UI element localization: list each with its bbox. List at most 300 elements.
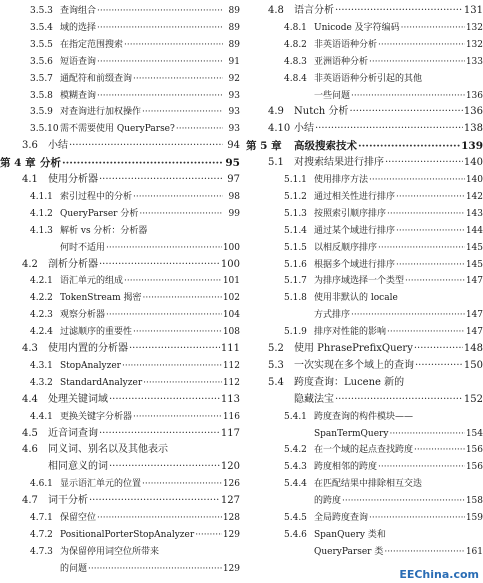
toc-entry-number: 5.4.3 (284, 462, 307, 473)
toc-entry-title: 以相反顺序排序 (314, 242, 378, 253)
toc-entry (246, 375, 483, 391)
toc-entry-page: 100 (220, 258, 240, 270)
toc-entry-number: 4.5 (22, 427, 38, 439)
toc-entry (246, 510, 483, 526)
toc-entry (246, 493, 483, 509)
dot-leader (122, 358, 222, 374)
toc-entry (246, 409, 483, 425)
dot-leader (88, 561, 222, 577)
dot-leader (335, 3, 463, 19)
toc-entry-number: 4.2.2 (30, 293, 53, 304)
toc-entry-page: 113 (220, 393, 240, 405)
dot-leader (176, 121, 223, 137)
toc-entry-title: 索引过程中的分析 (60, 191, 133, 202)
toc-entry-page: 117 (220, 427, 240, 439)
toc-entry (0, 510, 240, 526)
toc-entry-number: 4.4.1 (30, 411, 53, 422)
toc-entry-number: 5.3 (268, 359, 284, 371)
toc-entry (246, 307, 483, 323)
toc-entry-page: 132 (465, 39, 483, 50)
dot-leader (414, 442, 465, 458)
toc-entry-page: 159 (465, 513, 483, 523)
toc-entry-number: 第 5 章 (246, 140, 282, 153)
dot-leader (351, 88, 465, 104)
toc-entry-title: 相同意义的词 (48, 461, 108, 473)
toc-entry-number: 3.5.4 (30, 22, 53, 33)
toc-entry (0, 223, 240, 239)
toc-entry (246, 223, 483, 239)
toc-entry-number: 4.8 (268, 5, 284, 16)
toc-entry-title: 对查询进行加权操作 (60, 107, 142, 118)
toc-entry-number: 4.8.4 (284, 73, 307, 84)
toc-entry (0, 121, 240, 137)
toc-entry-title: 隐藏法宝 (294, 393, 334, 405)
toc-entry-title: TokenStream 揭密 (60, 293, 142, 304)
dot-leader (106, 240, 222, 256)
dot-leader (315, 121, 463, 137)
toc-entry-title: 亚洲语种分析 (314, 56, 369, 67)
toc-entry-number: 4.7 (22, 495, 38, 507)
dot-leader (387, 324, 465, 340)
toc-entry-page: 93 (228, 90, 240, 101)
toc-entry-page: 133 (465, 56, 483, 67)
toc-entry-number: 3.6 (22, 140, 38, 152)
toc-entry-page: 102 (222, 293, 240, 304)
toc-entry-number: 3.5.3 (30, 6, 53, 16)
toc-entry-title: 的跨度 (314, 496, 342, 507)
toc-entry-number: 第 4 章 (0, 157, 36, 170)
toc-entry-number: 5.1.2 (284, 191, 307, 202)
toc-entry (0, 426, 240, 442)
toc-entry (0, 392, 240, 408)
dot-leader (369, 510, 465, 526)
toc-entry-page: 100 (222, 242, 240, 253)
toc-entry-title: 分析 (40, 157, 61, 170)
toc-entry-number: 4.1 (22, 174, 38, 185)
toc-entry (246, 20, 483, 36)
dot-leader (97, 3, 223, 19)
toc-entry-title: 使用非默认的 locale (314, 293, 398, 304)
toc-entry-page: 145 (465, 242, 483, 253)
toc-entry-title: 非英语语种分析引起的其他 (314, 73, 423, 84)
toc-entry-page: 154 (465, 428, 483, 439)
toc-entry-number: 4.7.1 (30, 513, 53, 523)
toc-entry-number: 3.5.9 (30, 107, 53, 118)
toc-entry-number: 5.4.4 (284, 479, 307, 490)
toc-entry-title: 查询组合 (60, 6, 97, 16)
toc-entry-page: 93 (228, 107, 240, 118)
toc-entry-title: 保留空位 (60, 513, 97, 523)
dot-leader (369, 54, 465, 70)
dot-leader (415, 358, 463, 374)
dot-leader (335, 392, 463, 408)
toc-entry-page: 152 (463, 393, 483, 405)
toc-entry (246, 172, 483, 188)
toc-entry-title: 近音词查询 (48, 427, 98, 439)
toc-entry-title: 按照索引顺序排序 (314, 208, 387, 219)
toc-entry-title: 为保留停用词空位所带来 (60, 546, 160, 557)
toc-entry-number: 3.5.6 (30, 56, 53, 67)
dot-leader (69, 138, 223, 154)
toc-entry-title: 处理关键词域 (48, 393, 108, 405)
toc-entry (0, 561, 240, 577)
toc-entry (246, 121, 483, 137)
toc-entry-title: 跨度查询的构件模块—— (314, 411, 414, 422)
toc-entry-page: 94 (227, 140, 240, 152)
toc-entry-title: SpanQuery 类和 (314, 529, 386, 540)
toc-entry-title: 剖析分析器 (48, 258, 98, 270)
toc-entry (246, 206, 483, 222)
toc-entry-page: 126 (222, 479, 240, 490)
toc-entry-page: 148 (463, 343, 483, 354)
toc-entry (246, 37, 483, 53)
toc-entry-title: 高级搜索技术 (294, 140, 357, 153)
toc-entry-number: 5.4.6 (284, 529, 307, 540)
toc-entry (246, 104, 483, 120)
toc-entry (246, 257, 483, 273)
toc-entry (0, 307, 240, 323)
dot-leader (99, 257, 220, 273)
toc-entry-number: 5.4.1 (284, 411, 307, 422)
toc-entry (0, 358, 240, 374)
toc-entry-title: Unicode 及字符编码 (314, 22, 400, 33)
toc-entry-title: 使用分析器 (48, 174, 98, 185)
toc-entry-number: 3.5.5 (30, 39, 53, 50)
toc-entry-title: 模糊查询 (60, 90, 97, 101)
toc-entry-page: 97 (227, 174, 240, 185)
toc-entry (0, 3, 240, 19)
dot-leader (414, 341, 463, 357)
dot-leader (142, 290, 221, 306)
toc-entry-title: 域的选择 (60, 22, 97, 33)
dot-leader (358, 138, 460, 154)
toc-entry-number: 4.4 (22, 393, 38, 405)
toc-entry (0, 172, 240, 188)
dot-leader (351, 307, 465, 323)
toc-entry-number: 4.8.3 (284, 56, 307, 67)
toc-entry (246, 426, 483, 442)
toc-entry (246, 240, 483, 256)
dot-leader (109, 392, 220, 408)
toc-entry (0, 459, 240, 475)
toc-entry-title: 一些问题 (314, 90, 351, 101)
toc-entry (0, 476, 240, 492)
toc-entry-title: 显示语汇单元的位置 (60, 479, 142, 490)
toc-entry-page: 111 (220, 343, 240, 354)
dot-leader (342, 493, 465, 509)
toc-entry-title: 一次实现在多个域上的查询 (294, 359, 414, 371)
toc-entry-title: 排序对性能的影响 (314, 327, 387, 338)
toc-entry (0, 324, 240, 340)
toc-entry-number: 4.10 (268, 123, 291, 135)
toc-entry (0, 71, 240, 87)
dot-leader (401, 20, 465, 36)
toc-entry-number: 4.2.1 (30, 276, 53, 287)
toc-entry-number: 4.3 (22, 343, 38, 354)
toc-entry-page: 112 (222, 360, 240, 371)
toc-entry-title: 观察分析器 (60, 310, 106, 321)
toc-entry-page: 98 (228, 191, 240, 202)
toc-entry-page: 161 (465, 546, 483, 557)
toc-entry-page: 127 (220, 495, 240, 507)
dot-leader (133, 71, 223, 87)
toc-entry (246, 273, 483, 289)
toc-entry-number: 5.2 (268, 343, 284, 354)
toc-entry (0, 88, 240, 104)
toc-entry-number: 5.1.4 (284, 225, 307, 236)
toc-entry (0, 527, 240, 543)
toc-entry-title: 需不需要使用 QueryParse? (60, 124, 175, 135)
toc-entry-number: 4.1.1 (30, 191, 53, 202)
toc-entry-number: 5.1.8 (284, 293, 307, 304)
toc-entry (246, 54, 483, 70)
toc-entry-title: 全局跨度查询 (314, 513, 369, 523)
toc-entry (0, 544, 240, 560)
toc-entry-number: 5.4.5 (284, 513, 307, 523)
dot-leader (97, 88, 223, 104)
toc-entry-number: 4.1.2 (30, 208, 53, 219)
toc-entry (246, 358, 483, 374)
toc-entry-page: 129 (222, 563, 240, 574)
toc-entry-title: 使用内置的分析器 (48, 343, 128, 354)
dot-leader (369, 172, 465, 188)
dot-leader (396, 189, 465, 205)
toc-entry (246, 71, 483, 87)
dot-leader (99, 172, 223, 188)
toc-entry-number: 4.8.1 (284, 22, 307, 33)
toc-entry-page: 89 (228, 6, 240, 16)
toc-entry-page: 89 (228, 22, 240, 33)
toc-entry-page: 147 (465, 310, 483, 321)
toc-entry (0, 20, 240, 36)
toc-entry-title: 方式排序 (314, 310, 351, 321)
dot-leader (142, 104, 223, 120)
toc-entry-number: 4.6.1 (30, 479, 53, 490)
dot-leader (133, 409, 222, 425)
toc-entry (246, 442, 483, 458)
dot-leader (389, 426, 464, 442)
toc-entry-number: 3.5.10 (30, 124, 59, 135)
toc-entry-title: 根据多个域进行排序 (314, 259, 396, 270)
dot-leader (133, 189, 223, 205)
dot-leader (97, 54, 223, 70)
toc-entry (246, 324, 483, 340)
toc-entry-title: SpanTermQuery (314, 428, 389, 439)
toc-entry (246, 88, 483, 104)
toc-entry (246, 459, 483, 475)
toc-entry (0, 375, 240, 391)
toc-entry-number: 5.1 (268, 157, 284, 169)
toc-entry-page: 145 (465, 259, 483, 270)
dot-leader (142, 476, 222, 492)
toc-entry (0, 341, 240, 357)
toc-entry-page: 95 (225, 157, 240, 170)
toc-entry (0, 442, 240, 458)
toc-entry (0, 54, 240, 70)
toc-entry-page: 138 (463, 123, 483, 135)
toc-entry-title: StandardAnalyzer (60, 377, 143, 388)
toc-entry (246, 341, 483, 357)
toc-entry (0, 104, 240, 120)
toc-entry-title: Nutch 分析 (294, 106, 349, 118)
toc-entry-page: 140 (465, 175, 483, 185)
toc-entry-number: 4.2 (22, 258, 38, 270)
toc-entry-page: 89 (228, 39, 240, 50)
toc-entry-title: 语言分析 (294, 5, 334, 16)
dot-leader (129, 341, 220, 357)
toc-entry (0, 155, 240, 171)
dot-leader (143, 375, 222, 391)
toc-entry (246, 476, 483, 492)
toc-entry-title: 跨度查询：Lucene 新的 (294, 376, 405, 388)
toc-entry-number: 5.1.6 (284, 259, 307, 270)
toc-entry-page: 93 (228, 124, 240, 135)
toc-entry-title: 通过相关性进行排序 (314, 191, 396, 202)
toc-entry-page: 136 (465, 90, 483, 101)
toc-entry-page: 132 (465, 22, 483, 33)
toc-entry (246, 138, 483, 154)
toc-entry-number: 4.6 (22, 444, 38, 456)
toc-entry (0, 273, 240, 289)
toc-entry-page: 147 (465, 327, 483, 338)
toc-entry-number: 4.9 (268, 106, 284, 118)
dot-leader (387, 206, 465, 222)
toc-entry (0, 189, 240, 205)
dot-leader (99, 426, 220, 442)
toc-entry-title: QueryParser 类 (314, 546, 384, 557)
toc-entry-number: 5.1.3 (284, 208, 307, 219)
toc-entry-page: 139 (461, 140, 483, 153)
toc-entry-number: 4.3.2 (30, 377, 53, 388)
toc-entry-page: 156 (465, 445, 483, 456)
toc-entry-page: 144 (465, 225, 483, 236)
toc-entry-number: 5.4.2 (284, 445, 307, 456)
toc-entry-page: 143 (465, 208, 483, 219)
toc-entry-number: 5.1.5 (284, 242, 307, 253)
toc-entry-title: 短语查询 (60, 56, 97, 67)
dot-leader (385, 155, 463, 171)
toc-entry (0, 37, 240, 53)
toc-entry-title: 非英语语种分析 (314, 39, 378, 50)
toc-entry-title: 的问题 (60, 563, 88, 574)
toc-entry-number: 4.1.3 (30, 225, 53, 236)
toc-entry-title: 通过某个域进行排序 (314, 225, 396, 236)
toc-entry-page: 129 (222, 529, 240, 540)
toc-entry-title: 过滤顺序的重要性 (60, 327, 133, 338)
dot-leader (378, 459, 465, 475)
dot-leader (124, 37, 223, 53)
toc-entry-title: 通配符和前缀查询 (60, 73, 133, 84)
toc-entry-title: 为排序域选择一个类型 (314, 276, 405, 287)
toc-entry-title: QueryParser 分析 (60, 208, 139, 219)
toc-entry-title: 在指定范围搜索 (60, 39, 124, 50)
dot-leader (405, 273, 465, 289)
toc-entry-number: 5.1.9 (284, 327, 307, 338)
toc-entry (0, 290, 240, 306)
toc-entry-title: 使用 PhrasePrefixQuery (294, 343, 413, 354)
toc-entry-title: StopAnalyzer (60, 360, 121, 371)
toc-entry (246, 527, 483, 543)
toc-entry-page: 156 (465, 462, 483, 473)
toc-entry-title: 小结 (48, 140, 68, 152)
toc-entry-page: 158 (465, 496, 483, 507)
watermark: EEChina.com (399, 568, 479, 581)
toc-entry-page: 136 (463, 106, 483, 118)
toc-entry-page: 112 (222, 377, 240, 388)
toc-entry-page: 92 (228, 73, 240, 84)
toc-entry (0, 257, 240, 273)
toc-entry-page: 150 (463, 359, 483, 371)
toc-entry-page: 104 (222, 310, 240, 321)
toc-entry-title: 对搜索结果进行排序 (294, 157, 384, 169)
dot-leader (384, 544, 464, 560)
toc-entry-page: 116 (222, 411, 240, 422)
dot-leader (62, 155, 223, 171)
toc-entry-page: 131 (463, 5, 483, 16)
dot-leader (378, 240, 465, 256)
dot-leader (396, 223, 465, 239)
toc-entry (246, 3, 483, 19)
toc-entry-number: 4.2.3 (30, 310, 53, 321)
toc-entry-page: 120 (220, 461, 240, 473)
toc-entry-page: 140 (463, 157, 483, 169)
toc-entry-number: 4.8.2 (284, 39, 307, 50)
toc-entry-title: 小结 (294, 123, 314, 135)
dot-leader (133, 324, 222, 340)
toc-entry-number: 4.7.2 (30, 529, 53, 540)
toc-entry-title: 同义词、别名以及其他表示 (48, 444, 168, 456)
toc-entry (246, 544, 483, 560)
dot-leader (97, 20, 223, 36)
toc-entry-title: 在匹配结果中排除相互交迭 (314, 479, 423, 490)
toc-entry-page: 128 (222, 513, 240, 523)
dot-leader (97, 510, 222, 526)
toc-entry-title: 何时不适用 (60, 242, 106, 253)
toc-entry-title: 更换关键字分析器 (60, 411, 133, 422)
dot-leader (195, 527, 222, 543)
toc-entry-number: 4.7.3 (30, 546, 53, 557)
toc-entry-title: PositionalPorterStopAnalyzer (60, 529, 195, 540)
toc-entry-page: 142 (465, 191, 483, 202)
toc-entry-title: 在一个域的起点查找跨度 (314, 445, 414, 456)
toc-entry-title: 使用排序方法 (314, 175, 369, 185)
toc-entry (0, 493, 240, 509)
toc-entry-title: 语汇单元的组成 (60, 276, 124, 287)
toc-entry-page: 91 (228, 56, 240, 67)
toc-entry-page: 101 (222, 276, 240, 287)
toc-entry-number: 4.2.4 (30, 327, 53, 338)
toc-entry (246, 189, 483, 205)
toc-entry (246, 290, 483, 306)
toc-entry-page: 147 (465, 276, 483, 287)
dot-leader (124, 273, 222, 289)
toc-entry (0, 138, 240, 154)
toc-entry-page: 108 (222, 327, 240, 338)
toc-entry-title: 词干分析 (48, 495, 88, 507)
toc-entry (0, 240, 240, 256)
toc-entry (246, 155, 483, 171)
toc-entry-number: 4.3.1 (30, 360, 53, 371)
dot-leader (109, 459, 220, 475)
dot-leader (378, 37, 465, 53)
toc-entry (0, 206, 240, 222)
toc-entry (246, 392, 483, 408)
dot-leader (106, 307, 222, 323)
dot-leader (139, 206, 223, 222)
toc-entry-number: 5.1.7 (284, 276, 307, 287)
dot-leader (89, 493, 220, 509)
dot-leader (349, 104, 462, 120)
